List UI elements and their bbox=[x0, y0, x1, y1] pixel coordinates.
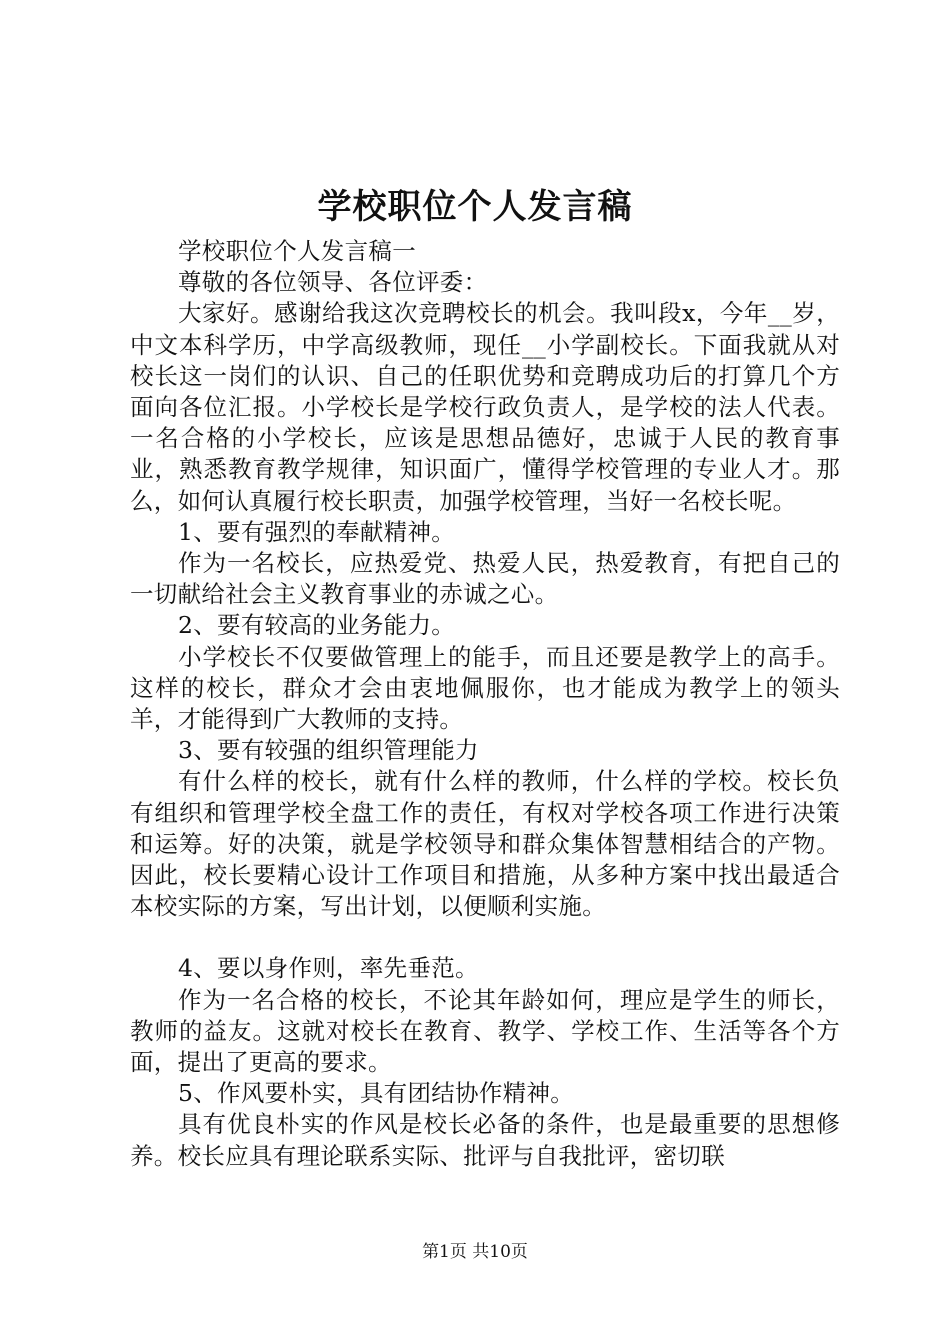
paragraph-subtitle: 学校职位个人发言稿一 bbox=[178, 237, 416, 265]
paragraph-salutation: 尊敬的各位领导、各位评委： bbox=[178, 268, 488, 297]
paragraph-body-3: 有什么样的校长，就有什么样的教师，什么样的学校。校长负有组织和管理学校全盘工作的责任，有权对学校各项工作进行决策和运筹。好的决策，就是学校领导和群众集体智慧相结合的产物。因此，校长要精心设计工作项目和措施，从多种方案中找出最适合本校实际的方案，写出计划，以便顺利实施。 bbox=[130, 767, 840, 921]
paragraph-heading-4: 4、要以身作则，率先垂范。 bbox=[178, 954, 479, 983]
paragraph-body-5: 具有优良朴实的作风是校长必备的条件，也是最重要的思想修养。校长应具有理论联系实际、批评与自我批评，密切联 bbox=[130, 1110, 840, 1170]
document-body bbox=[130, 236, 840, 1172]
paragraph-body-4: 作为一名合格的校长，不论其年龄如何，理应是学生的师长，教师的益友。这就对校长在教育、教学、学校工作、生活等各个方面，提出了更高的要求。 bbox=[130, 985, 840, 1077]
paragraph-body-2: 小学校长不仅要做管理上的能手，而且还要是教学上的高手。这样的校长，群众才会由衷地佩服你，也才能成为教学上的领头羊，才能得到广大教师的支持。 bbox=[130, 642, 840, 734]
paragraph-heading-5: 5、作风要朴实，具有团结协作精神。 bbox=[178, 1079, 575, 1108]
paragraph-intro: 大家好。感谢给我这次竞聘校长的机会。我叫段x，今年__岁，中文本科学历，中学高级教师，现任__小学副校长。下面我就从对校长这一岗们的认识、自己的任职优势和竞聘成功后的打算几个方面向各位汇报。小学校长是学校行政负责人，是学校的法人代表。一名合格的小学校长，应该是思想品德好，忠诚于人民的教育事业，熟悉教育教学规律，知识面广，懂得学校管理的专业人才。那么，如何认真履行校长职责，加强学校管理，当好一名校长呢。 bbox=[130, 299, 840, 515]
paragraph-heading-3: 3、要有较强的组织管理能力 bbox=[178, 736, 479, 765]
page-number: 第1页 共10页 bbox=[422, 1242, 528, 1262]
paragraph-heading-1: 1、要有强烈的奉献精神。 bbox=[178, 517, 456, 546]
paragraph-body-1: 作为一名校长，应热爱党、热爱人民，热爱教育，有把自己的一切献给社会主义教育事业的赤诚之心。 bbox=[130, 549, 840, 609]
document-title: 学校职位个人发言稿 bbox=[317, 187, 633, 227]
paragraph-heading-2: 2、要有较高的业务能力。 bbox=[178, 611, 456, 640]
